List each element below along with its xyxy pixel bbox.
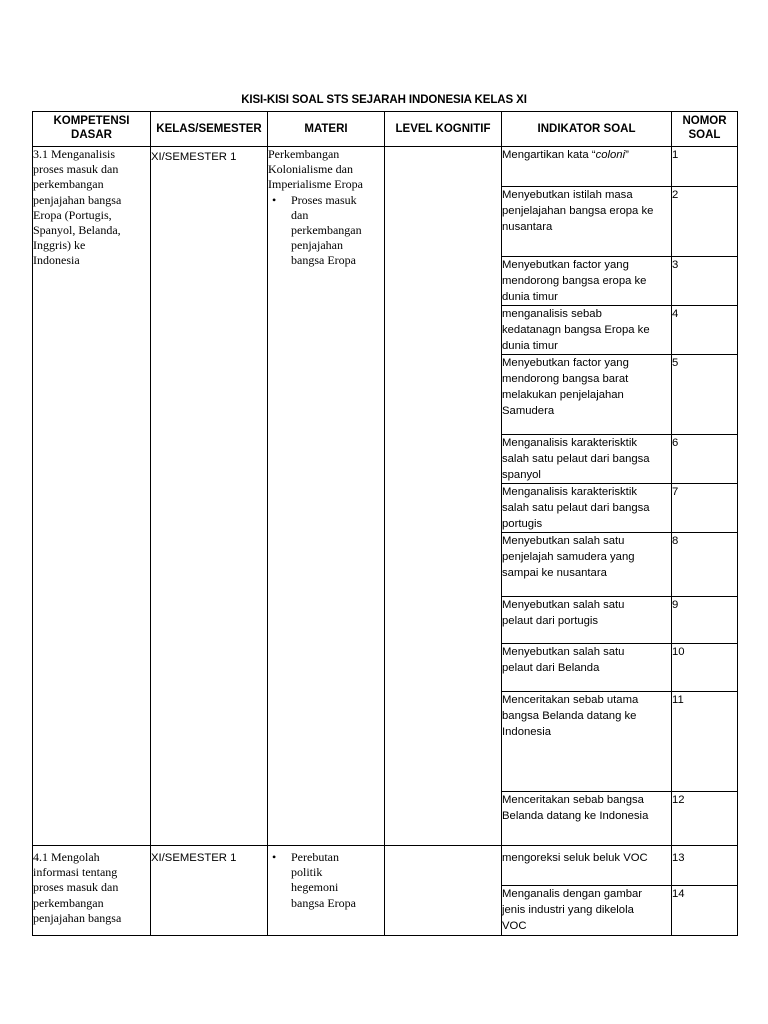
nomor-cell: 4 <box>672 306 738 355</box>
nomor-cell: 6 <box>672 435 738 484</box>
materi-bullet-line: Perebutan <box>291 850 339 864</box>
kd-line: Indonesia <box>33 253 80 268</box>
indikator-cell <box>502 257 672 306</box>
kd-line: Inggris) ke <box>33 238 86 253</box>
materi-bullet-line: bangsa Eropa <box>291 895 356 910</box>
indikator-line: Menganalis dengan gambar <box>502 888 643 900</box>
nomor-cell: 3 <box>672 257 738 306</box>
indikator-line: dunia timur <box>502 340 558 352</box>
bullet-icon: • <box>272 850 277 864</box>
indikator-cell <box>502 692 672 792</box>
indikator-line: kedatanagn bangsa Eropa ke <box>502 324 650 336</box>
materi-line: Kolonialisme dan <box>268 162 353 177</box>
indikator-line: Mengartikan kata “coloni” <box>502 149 629 161</box>
header-nomor-line-1: NOMOR <box>682 115 727 127</box>
indikator-line: Menceritakan sebab utama <box>502 694 639 706</box>
kelas-semester-cell <box>151 147 268 846</box>
indikator-line: mengoreksi seluk beluk VOC <box>502 852 648 864</box>
indikator-line: nusantara <box>502 221 553 233</box>
indikator-line: bangsa Belanda datang ke <box>502 710 637 722</box>
indikator-line: penjelajahan bangsa eropa ke <box>502 205 654 217</box>
indikator-line: Menyebutkan factor yang <box>502 259 629 271</box>
kd-line: perkembangan <box>33 177 104 192</box>
level-kognitif-cell <box>385 846 502 936</box>
kompetensi-dasar-cell <box>33 147 151 846</box>
nomor-cell: 12 <box>672 792 738 846</box>
materi-bullet-line: Proses masuk <box>291 192 357 207</box>
materi-bullet-line: bangsa Eropa <box>291 253 356 268</box>
nomor-cell: 8 <box>672 533 738 597</box>
nomor-cell: 5 <box>672 355 738 435</box>
level-kognitif-cell <box>385 147 502 846</box>
kompetensi-dasar-cell <box>33 846 151 936</box>
kd-line: Eropa (Portugis, <box>33 207 112 222</box>
indikator-line: penjelajah samudera yang <box>502 551 635 563</box>
indikator-line: pelaut dari Belanda <box>502 662 600 674</box>
materi-bullet-line: hegemoni <box>291 880 339 895</box>
materi-bullet-line: penjajahan <box>291 238 343 253</box>
indikator-cell <box>502 484 672 533</box>
indikator-line: Menyebutkan salah satu <box>502 599 625 611</box>
kelas-semester-cell <box>151 846 268 936</box>
indikator-cell <box>502 147 672 187</box>
indikator-line: spanyol <box>502 469 541 481</box>
nomor-cell: 2 <box>672 187 738 257</box>
indikator-line: salah satu pelaut dari bangsa <box>502 453 650 465</box>
indikator-line: portugis <box>502 518 543 530</box>
materi-line: Imperialisme Eropa <box>268 177 363 192</box>
indikator-line: pelaut dari portugis <box>502 615 599 627</box>
materi-line: Perkembangan <box>268 147 340 161</box>
kd-line: penjajahan bangsa <box>33 192 122 207</box>
indikator-line: Menganalisis karakterisktik <box>502 486 637 498</box>
indikator-line: Menyebutkan factor yang <box>502 357 629 369</box>
indikator-cell <box>502 306 672 355</box>
header-kompetensi-dasar <box>33 112 151 147</box>
indikator-line: mendorong bangsa eropa ke <box>502 275 647 287</box>
indikator-line: Menganalisis karakterisktik <box>502 437 637 449</box>
materi-bullet-item <box>268 850 384 911</box>
indikator-cell <box>502 792 672 846</box>
header-kd-line-2: DASAR <box>71 129 112 141</box>
indikator-cell <box>502 597 672 644</box>
kd-line: penjajahan bangsa <box>33 910 122 925</box>
materi-cell <box>268 846 385 936</box>
materi-bullet-list <box>268 850 384 911</box>
indikator-line: Belanda datang ke Indonesia <box>502 810 649 822</box>
nomor-cell: 10 <box>672 644 738 692</box>
materi-bullet-line: politik <box>291 865 323 880</box>
indikator-line: Menyebutkan salah satu <box>502 646 625 658</box>
nomor-cell: 7 <box>672 484 738 533</box>
kd-line: perkembangan <box>33 895 104 910</box>
indikator-cell <box>502 355 672 435</box>
kisi-kisi-table <box>32 111 738 936</box>
header-nomor-soal <box>672 112 738 147</box>
table-row <box>33 846 738 886</box>
page-title: KISI-KISI SOAL STS SEJARAH INDONESIA KELAS XI <box>241 94 527 106</box>
header-kd-line-1: KOMPETENSI <box>53 115 130 127</box>
kelas-text: XI/SEMESTER 1 <box>151 852 237 864</box>
bullet-icon: • <box>272 192 277 207</box>
indikator-line: mendorong bangsa barat <box>502 373 629 385</box>
indikator-cell <box>502 187 672 257</box>
kd-line: 3.1 Menganalisis <box>33 147 115 161</box>
header-kelas-semester: KELAS/SEMESTER <box>151 112 268 147</box>
header-level-kognitif: LEVEL KOGNITIF <box>385 112 502 147</box>
kd-line: Spanyol, Belanda, <box>33 223 121 238</box>
indikator-cell <box>502 886 672 936</box>
indikator-line: sampai ke nusantara <box>502 567 607 579</box>
nomor-cell: 14 <box>672 886 738 936</box>
materi-bullet-line: dan <box>291 207 309 222</box>
nomor-cell: 1 <box>672 147 738 187</box>
nomor-cell: 11 <box>672 692 738 792</box>
indikator-line: Indonesia <box>502 726 551 738</box>
materi-bullet-item <box>268 193 384 269</box>
indikator-line: melakukan penjelajahan <box>502 389 624 401</box>
nomor-cell: 13 <box>672 846 738 886</box>
table-row <box>33 147 738 187</box>
indikator-line: VOC <box>502 920 527 932</box>
indikator-cell <box>502 846 672 886</box>
kd-line: informasi tentang <box>33 865 118 880</box>
indikator-line: Menceritakan sebab bangsa <box>502 794 644 806</box>
indikator-cell <box>502 435 672 484</box>
indikator-line: Samudera <box>502 405 555 417</box>
indikator-line: jenis industri yang dikelola <box>502 904 634 916</box>
materi-bullet-list <box>268 193 384 269</box>
indikator-line: salah satu pelaut dari bangsa <box>502 502 650 514</box>
italic-term: coloni <box>595 149 626 161</box>
materi-bullet-line: perkembangan <box>291 223 362 238</box>
indikator-line: dunia timur <box>502 291 558 303</box>
indikator-cell <box>502 533 672 597</box>
header-indikator-soal: INDIKATOR SOAL <box>502 112 672 147</box>
indikator-line: menganalisis sebab <box>502 308 602 320</box>
header-materi: MATERI <box>268 112 385 147</box>
kd-line: proses masuk dan <box>33 162 119 177</box>
kd-line: 4.1 Mengolah <box>33 850 100 864</box>
header-row <box>33 112 738 147</box>
materi-cell <box>268 147 385 846</box>
kelas-text: XI/SEMESTER 1 <box>151 151 237 163</box>
indikator-line: Menyebutkan salah satu <box>502 535 625 547</box>
header-nomor-line-2: SOAL <box>688 129 721 141</box>
kd-line: proses masuk dan <box>33 880 119 895</box>
indikator-line: Menyebutkan istilah masa <box>502 189 633 201</box>
nomor-cell: 9 <box>672 597 738 644</box>
indikator-cell <box>502 644 672 692</box>
